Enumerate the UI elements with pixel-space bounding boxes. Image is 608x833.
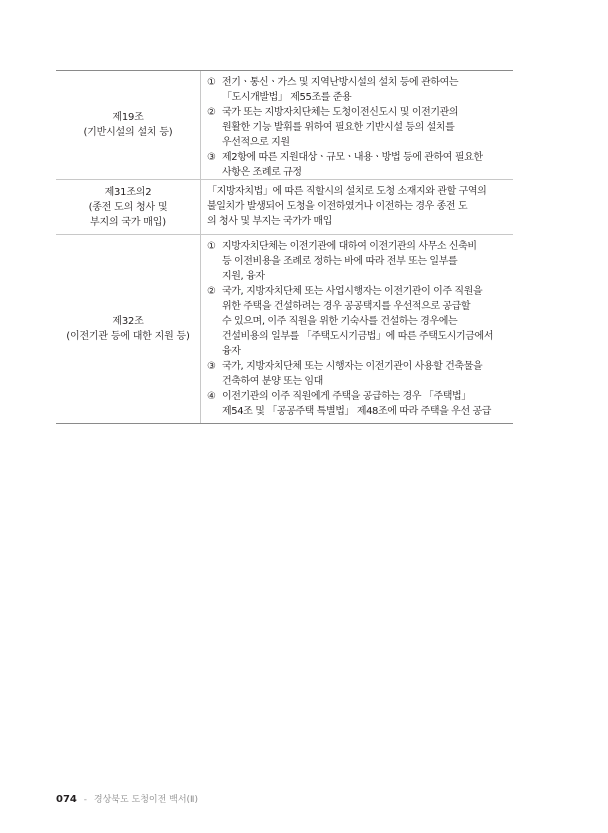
article-content xyxy=(201,235,513,423)
clause-line: 건설비용의 일부를 「주택도시기금법」에 따른 주택도시기금에서 xyxy=(222,331,494,342)
clause-number: ③ xyxy=(207,361,216,372)
table-row xyxy=(56,235,513,423)
page-number: 074 xyxy=(56,794,77,805)
clause-number: ④ xyxy=(207,391,216,402)
content-line: 「지방자치법」에 따른 직할시의 설치로 도청 소재지와 관할 구역의 xyxy=(207,186,487,197)
article-content xyxy=(201,71,513,179)
article-title: (종전 도의 청사 및 xyxy=(88,201,168,213)
article-number: 제32조 xyxy=(112,316,144,327)
clause-line: 제54조 및 「공공주택 특별법」 제48조에 따라 주택을 우선 공급 xyxy=(222,406,491,417)
clause-number: ② xyxy=(207,286,216,297)
clause-line: 건축하여 분양 또는 임대 xyxy=(222,376,323,387)
clause-line: 위한 주택을 건설하려는 경우 공공택지를 우선적으로 공급할 xyxy=(222,301,471,312)
provisions-table xyxy=(56,70,513,424)
clause-line: 융자 xyxy=(222,346,241,357)
clause-number: ① xyxy=(207,77,216,88)
clause-number: ② xyxy=(207,107,216,118)
article-label xyxy=(56,71,201,179)
clause-line: 「도시개발법」 제55조를 준용 xyxy=(222,92,352,103)
table-row xyxy=(56,180,513,235)
content-line: 불일치가 발생되어 도청을 이전하였거나 이전하는 경우 종전 도 xyxy=(207,201,468,212)
clause-number: ③ xyxy=(207,152,216,163)
clause-item xyxy=(207,105,507,150)
clause-line: 이전기관의 이주 직원에게 주택을 공급하는 경우 「주택법」 xyxy=(222,391,471,402)
clause-line: 국가 또는 지방자치단체는 도청이전신도시 및 이전기관의 xyxy=(222,107,459,118)
clause-line: 전기ㆍ통신ㆍ가스 및 지역난방시설의 설치 등에 관하여는 xyxy=(222,77,459,88)
clause-line: 사항은 조례로 규정 xyxy=(222,167,302,178)
article-number: 제19조 xyxy=(112,112,144,123)
footer-separator: - xyxy=(83,795,87,805)
article-title: (기반시설의 설치 등) xyxy=(83,127,173,138)
clause-item xyxy=(207,150,507,180)
clause-line: 국가, 지방자치단체 또는 시행자는 이전기관이 사용할 건축물을 xyxy=(222,361,483,372)
table-row xyxy=(56,71,513,180)
clause-number: ① xyxy=(207,241,216,252)
article-label xyxy=(56,180,201,234)
clause-line: 등 이전비용을 조례로 정하는 바에 따라 전부 또는 일부를 xyxy=(222,256,458,267)
clause-item xyxy=(207,389,507,419)
content-line: 의 청사 및 부지는 국가가 매입 xyxy=(207,216,333,227)
article-title: (이전기관 등에 대한 지원 등) xyxy=(66,331,190,342)
article-content xyxy=(201,180,513,234)
clause-line: 제2항에 따른 지원대상ㆍ규모ㆍ내용ㆍ방법 등에 관하여 필요한 xyxy=(222,152,483,163)
clause-line: 지방자치단체는 이전기관에 대하여 이전기관의 사무소 신축비 xyxy=(222,241,477,252)
article-label xyxy=(56,235,201,423)
clause-item xyxy=(207,239,507,284)
publication-title: 경상북도 도청이전 백서(Ⅱ) xyxy=(93,795,198,805)
clause-item xyxy=(207,75,507,105)
article-title: 부지의 국가 매입) xyxy=(90,216,166,228)
clause-line: 수 있으며, 이주 직원을 위한 기숙사를 건설하는 경우에는 xyxy=(222,316,458,327)
page-footer xyxy=(56,792,198,805)
clause-line: 국가, 지방자치단체 또는 사업시행자는 이전기관이 이주 직원을 xyxy=(222,286,483,297)
clause-line: 우선적으로 지원 xyxy=(222,137,290,148)
article-number: 제31조의2 xyxy=(104,186,152,198)
clause-item xyxy=(207,284,507,359)
clause-line: 원활한 기능 발휘를 위하여 필요한 기반시설 등의 설치를 xyxy=(222,122,455,133)
clause-item xyxy=(207,359,507,389)
clause-line: 지원, 융자 xyxy=(222,271,265,282)
